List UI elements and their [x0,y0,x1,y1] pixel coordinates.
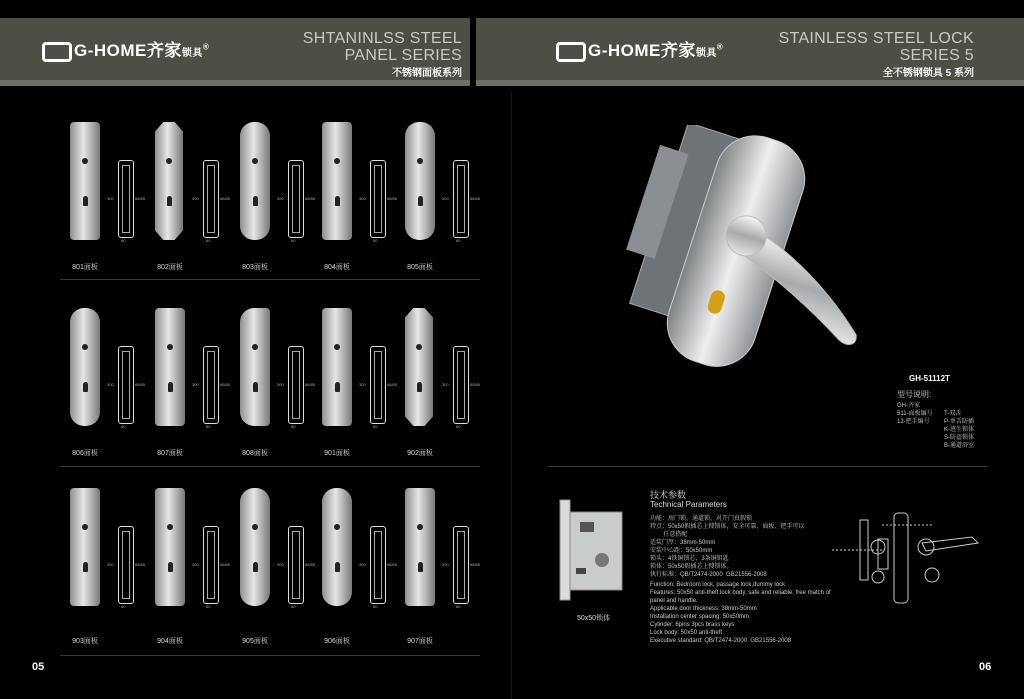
model-code-line: B-通道浴室 [944,443,975,449]
model-line: 511-面板编号 [897,411,933,417]
tech-line-cn: 锁头：4铁铜锁芯，3条铜钥匙 [650,556,729,562]
panel-drawing-1 [118,160,134,238]
panel-caption: 806面板 [72,450,98,457]
dim-base: 60 [291,424,296,429]
panel-9 [322,308,352,426]
dim-base: 60 [206,238,211,243]
panel-drawing-2 [203,160,219,238]
panel-drawing-13 [288,526,304,604]
dim-base: 60 [373,424,378,429]
tech-title-en: Technical Parameters [650,500,727,509]
tech-line-cn: 特点：50x50假插芯上搜锁体，安全可靠，面板、把手可以 [650,524,805,530]
panel-8 [240,308,270,426]
tech-params-cn [650,515,804,579]
panel-5 [405,122,435,240]
dim-base: 60 [456,424,461,429]
dim-base: 60 [373,604,378,609]
panel-drawing-3 [288,160,304,238]
tech-line-cn: 适装门厚：38mm-50mm [650,540,716,546]
panel-15 [405,488,435,606]
panel-caption: 906面板 [324,638,350,645]
dim-height: 300 [192,562,199,567]
model-line: 12-把手编号 [897,419,930,425]
dim-height: 300 [277,562,284,567]
page-number-right: 06 [979,661,992,673]
panel-drawing-14 [370,526,386,604]
dim-width: 68/85 [470,382,481,387]
panel-13 [240,488,270,606]
panel-3 [240,122,270,240]
tech-line-en: Executive standard: QB/T2474-2000 GB21556-2008 [650,638,792,644]
tech-line-en: Features: 50x50 anti-theft lock body, safe and reliable; free match of [650,590,831,596]
tech-params-en [650,581,831,645]
dim-width: 68/85 [220,562,231,567]
panel-drawing-7 [203,346,219,424]
dim-width: 68/85 [470,196,481,201]
panel-caption: 803面板 [242,264,268,271]
dim-base: 60 [121,424,126,429]
dim-height: 300 [359,562,366,567]
dim-width: 68/85 [135,196,146,201]
exploded-diagram [822,505,992,610]
panel-7 [155,308,185,426]
tech-line-cn: 执行标准：QB/T2474-2000 GB21556-2008 [650,572,767,578]
dim-width: 68/85 [220,196,231,201]
right-header-subtitle: 全不锈钢锁具 5 系列 [882,68,974,79]
panel-1 [70,122,100,240]
dim-height: 300 [192,382,199,387]
dim-base: 60 [291,238,296,243]
panel-11 [70,488,100,606]
dim-width: 68/85 [305,196,316,201]
panel-drawing-10 [453,346,469,424]
tech-line-en: panel and handle. [650,598,698,604]
model-code-line: K-逃生锁体 [944,427,975,433]
panel-caption: 905面板 [242,638,268,645]
model-lines-right [944,410,974,450]
dim-base: 60 [456,238,461,243]
dim-base: 60 [206,604,211,609]
right-logo: G-HOME齐家锁具® [556,36,723,62]
dim-width: 68/85 [305,562,316,567]
lock-product-image [590,125,900,395]
panel-2 [155,122,183,240]
panel-caption: 804面板 [324,264,350,271]
tech-line-cn: 功能：房门锁、通道锁、对开门真假锁 [650,516,753,522]
lockbody-image [552,498,627,608]
dim-width: 68/85 [387,382,398,387]
tech-line-cn: 安装中心距：50x50mm [650,548,713,554]
right-divider [548,466,988,467]
page-number-left: 05 [32,661,45,673]
dim-width: 68/85 [135,382,146,387]
dim-height: 300 [107,196,114,201]
dim-width: 68/85 [220,382,231,387]
product-model: GH-51112T [909,374,950,383]
dim-height: 300 [107,562,114,567]
panel-caption: 801面板 [72,264,98,271]
dim-base: 60 [121,238,126,243]
dim-base: 60 [373,238,378,243]
model-code-line: P-单舌防插 [944,419,975,425]
panel-drawing-8 [288,346,304,424]
dim-width: 68/85 [387,562,398,567]
row-divider-3 [60,655,480,656]
tech-line-cn: 锁体：50x50假插芯上搜锁体。 [650,564,733,570]
tech-title-cn: 技术参数 [650,490,687,500]
panel-drawing-4 [370,160,386,238]
model-title: 型号说明: [897,390,932,399]
panel-4 [322,122,352,240]
left-header-subtitle: 不锈钢面板系列 [392,68,462,79]
dim-height: 300 [277,382,284,387]
dim-height: 300 [277,196,284,201]
panel-caption: 807面板 [157,450,183,457]
panel-caption: 805面板 [407,264,433,271]
panel-10 [405,308,433,426]
dim-height: 300 [442,382,449,387]
page-gutter [511,92,512,699]
row-divider-1 [60,279,480,280]
dim-height: 300 [359,196,366,201]
tech-line-en: Cylinder: 6pins 3pcs brass keys [650,622,735,628]
row-divider-2 [60,466,480,467]
dim-width: 68/85 [305,382,316,387]
panel-caption: 902面板 [407,450,433,457]
dim-height: 300 [442,562,449,567]
dim-width: 68/85 [387,196,398,201]
panel-drawing-6 [118,346,134,424]
tech-line-en: Lock body: 50x50 anti-theft [650,630,723,636]
panel-drawing-5 [453,160,469,238]
dim-base: 60 [121,604,126,609]
panel-caption: 904面板 [157,638,183,645]
tech-line-en: Function: Bedroom lock, passage lock,dummy lock [650,582,786,588]
panel-caption: 802面板 [157,264,183,271]
left-header-title: SHTANINLSS STEEL PANEL SERIES [302,30,462,64]
panel-drawing-9 [370,346,386,424]
panel-6 [70,308,100,426]
panel-drawing-15 [453,526,469,604]
left-logo: G-HOME齐家锁具® [42,36,209,62]
tech-line-cn: 任意搭配 [650,532,688,538]
model-code-line: S-防盗锁体 [944,435,975,441]
model-code-line: T-双舌 [944,411,962,417]
right-header-title: STAINLESS STEEL LOCK SERIES 5 [778,30,974,64]
dim-width: 68/85 [470,562,481,567]
panel-14 [322,488,352,606]
panel-12 [155,488,185,606]
dim-height: 300 [359,382,366,387]
dim-base: 60 [456,604,461,609]
panel-caption: 901面板 [324,450,350,457]
model-lines-left [897,402,933,426]
dim-height: 300 [107,382,114,387]
dim-width: 68/85 [135,562,146,567]
panel-drawing-12 [203,526,219,604]
dim-base: 60 [291,604,296,609]
panel-caption: 907面板 [407,638,433,645]
dim-base: 60 [206,424,211,429]
panel-drawing-11 [118,526,134,604]
panel-caption: 903面板 [72,638,98,645]
model-line: GH-齐家 [897,403,920,409]
dim-height: 300 [442,196,449,201]
lockbody-label: 50x50锁体 [577,615,611,622]
dim-height: 300 [192,196,199,201]
tech-line-en: Applicable door thickness: 38mm-50mm [650,606,757,612]
panel-caption: 808面板 [242,450,268,457]
tech-line-en: Installation center spacing: 50x50mm [650,614,750,620]
